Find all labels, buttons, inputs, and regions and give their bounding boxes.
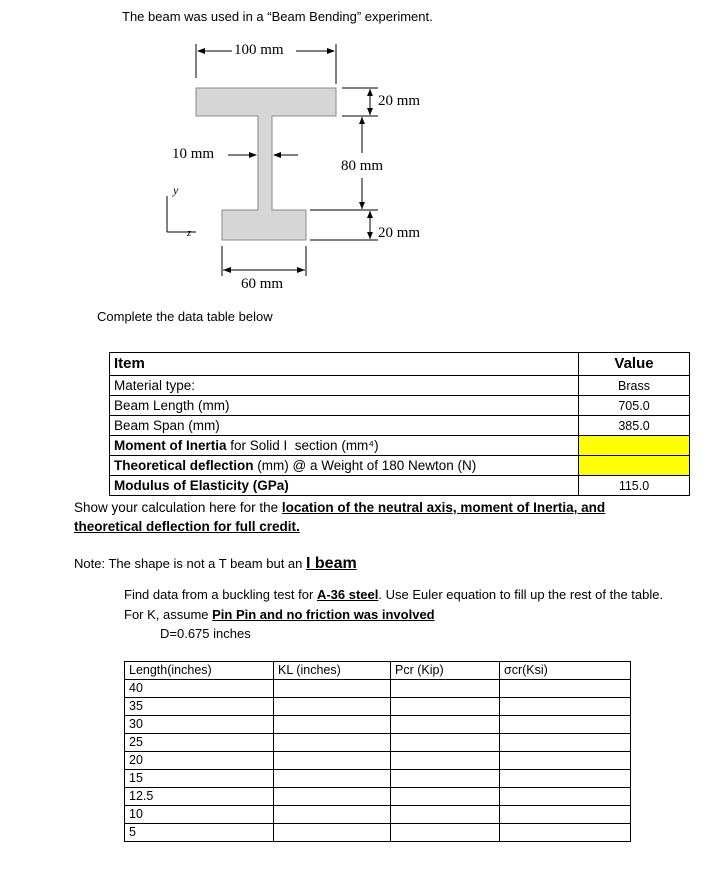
sigma-cell[interactable] (500, 680, 631, 698)
axis-z-label: z (187, 227, 192, 239)
table-row (125, 698, 631, 716)
length-cell: 12.5 (125, 788, 274, 806)
pcr-cell[interactable] (391, 716, 500, 734)
kl-cell[interactable] (274, 752, 391, 770)
sigma-cell[interactable] (500, 788, 631, 806)
show-calc-prefix: Show your calculation here for the (74, 500, 282, 515)
intro-text: The beam was used in a “Beam Bending” experiment. (122, 9, 433, 24)
table-row (125, 788, 631, 806)
buckling-table (124, 661, 631, 842)
pcr-cell[interactable] (391, 770, 500, 788)
buckling-line1-suffix: . Use Euler equation to fill up the rest of the table. (378, 587, 664, 602)
table-row (125, 770, 631, 788)
dim-bottom-width: 60 mm (241, 276, 284, 292)
kl-cell[interactable] (274, 770, 391, 788)
dim-bottom-flange: 20 mm (378, 225, 421, 241)
sigma-cell[interactable] (500, 824, 631, 842)
length-cell: 20 (125, 752, 274, 770)
header-sigma: σcr(Ksi) (500, 662, 631, 680)
table-row (110, 396, 690, 416)
table-row (125, 752, 631, 770)
sigma-cell[interactable] (500, 752, 631, 770)
buckling-line1-prefix: Find data from a buckling test for (124, 587, 317, 602)
note-prefix: Note: The shape is not a T beam but an (74, 556, 306, 571)
note-line (74, 555, 357, 573)
dim-top-flange: 20 mm (378, 93, 421, 109)
pcr-cell[interactable] (391, 806, 500, 824)
buckling-line1-emph: A-36 steel (316, 587, 379, 602)
kl-cell[interactable] (274, 824, 391, 842)
kl-cell[interactable] (274, 806, 391, 824)
header-item: Item (110, 353, 579, 376)
i-beam-section (196, 88, 336, 240)
dim-web: 10 mm (172, 146, 215, 162)
note-emph: I beam (306, 555, 357, 572)
length-cell: 10 (125, 806, 274, 824)
i-beam-figure (0, 0, 718, 300)
complete-label: Complete the data table below (97, 309, 273, 324)
buckling-table-header (125, 662, 631, 680)
buckling-line2 (124, 607, 435, 622)
header-kl: KL (inches) (274, 662, 391, 680)
sigma-cell[interactable] (500, 716, 631, 734)
show-calc-emph1: location of the neutral axis, moment of Inertia, and (281, 500, 606, 515)
dim-top-width: 100 mm (234, 42, 284, 58)
table-row (125, 734, 631, 752)
pcr-cell[interactable] (391, 680, 500, 698)
axis-y-label: y (173, 183, 179, 197)
deflection-label-bold: Theoretical deflection (114, 457, 254, 473)
sigma-cell[interactable] (500, 698, 631, 716)
sigma-cell[interactable] (500, 770, 631, 788)
header-pcr: Pcr (Kip) (391, 662, 500, 680)
table-row (125, 716, 631, 734)
show-calc-line2: theoretical deflection for full credit. (74, 519, 300, 534)
row-value-span: 385.0 (579, 416, 690, 436)
kl-cell[interactable] (274, 734, 391, 752)
table-row (110, 416, 690, 436)
length-cell: 35 (125, 698, 274, 716)
length-cell: 30 (125, 716, 274, 734)
deflection-label-rest: (mm) @ a Weight of 180 Newton (N) (253, 457, 477, 473)
row-label-length: Beam Length (mm) (110, 396, 579, 416)
kl-cell[interactable] (274, 680, 391, 698)
row-label-deflection (110, 456, 579, 476)
pcr-cell[interactable] (391, 788, 500, 806)
table-row (125, 680, 631, 698)
dim-height: 80 mm (341, 158, 384, 174)
pcr-cell[interactable] (391, 824, 500, 842)
table-row (110, 376, 690, 396)
header-value: Value (579, 353, 690, 376)
length-cell: 15 (125, 770, 274, 788)
row-label-span: Beam Span (mm) (110, 416, 579, 436)
pcr-cell[interactable] (391, 752, 500, 770)
data-table-header (110, 353, 690, 376)
kl-cell[interactable] (274, 698, 391, 716)
row-label-inertia (110, 436, 579, 456)
pcr-cell[interactable] (391, 734, 500, 752)
length-cell: 25 (125, 734, 274, 752)
data-table (109, 352, 690, 496)
kl-cell[interactable] (274, 788, 391, 806)
row-label-modulus (110, 476, 579, 496)
inertia-label-bold: Moment of Inertia (114, 437, 227, 453)
row-label-material: Material type: (110, 376, 579, 396)
show-calc-line1 (74, 500, 605, 515)
pcr-cell[interactable] (391, 698, 500, 716)
row-value-length: 705.0 (579, 396, 690, 416)
row-value-deflection-input[interactable] (579, 456, 690, 476)
inertia-label-rest: for Solid I section (mm⁴) (226, 437, 379, 453)
length-cell: 40 (125, 680, 274, 698)
table-row (110, 456, 690, 476)
buckling-line2-emph: Pin Pin and no friction was involved (212, 607, 435, 622)
buckling-line2-prefix: For K, assume (124, 607, 213, 622)
table-row (125, 806, 631, 824)
buckling-line3: D=0.675 inches (160, 626, 251, 641)
buckling-line1 (124, 587, 663, 602)
table-row (125, 824, 631, 842)
row-value-modulus: 115.0 (579, 476, 690, 496)
sigma-cell[interactable] (500, 734, 631, 752)
row-value-material: Brass (579, 376, 690, 396)
sigma-cell[interactable] (500, 806, 631, 824)
modulus-label-bold: Modulus of Elasticity (GPa) (114, 477, 289, 493)
kl-cell[interactable] (274, 716, 391, 734)
header-length: Length(inches) (125, 662, 274, 680)
row-value-inertia-input[interactable] (579, 436, 690, 456)
table-row (110, 476, 690, 496)
table-row (110, 436, 690, 456)
length-cell: 5 (125, 824, 274, 842)
